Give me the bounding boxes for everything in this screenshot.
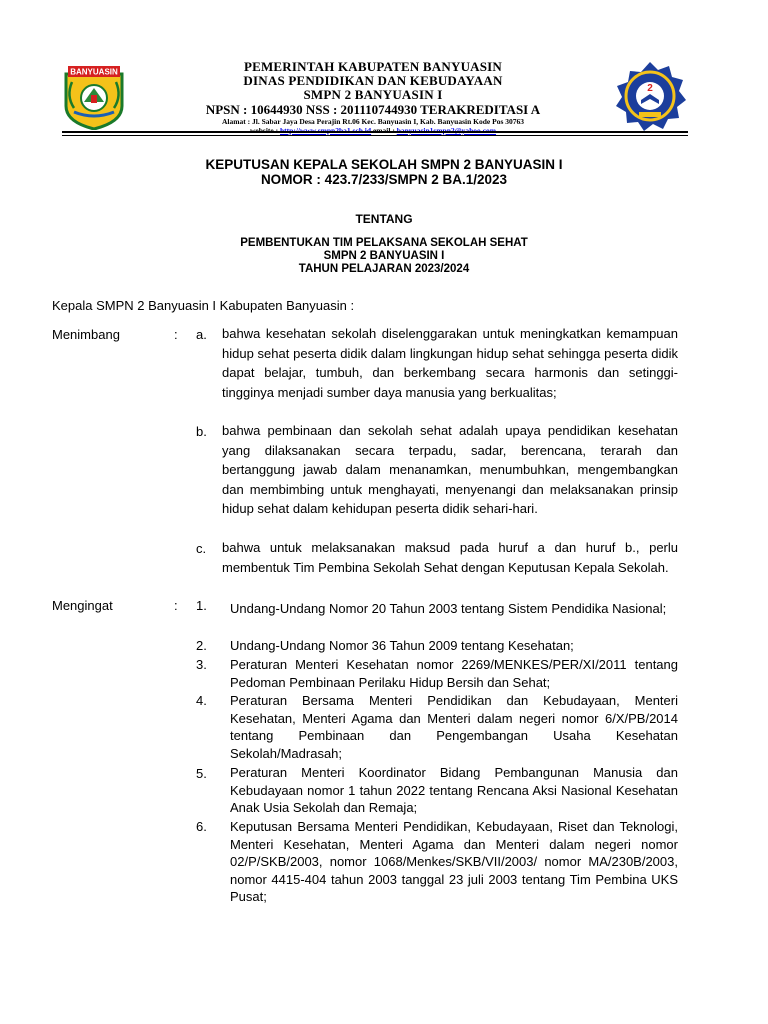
letterhead-npsn: NPSN : 10644930 NSS : 201110744930 TERAKREDITASI A (205, 102, 541, 117)
letterhead-rule-thick (62, 131, 688, 133)
letterhead-address: Alamat : Jl. Sabar Jaya Desa Perajin Rt.06 Kec. Banyuasin I, Kab. Banyuasin Kode Pos 30763 (222, 117, 524, 126)
letterhead-school: SMPN 2 BANYUASIN I (303, 87, 443, 102)
letterhead (138, 60, 608, 135)
mengingat-marker-6: 6. (196, 819, 207, 834)
menimbang-label: Menimbang (52, 327, 120, 342)
mengingat-item-5: Peraturan Menteri Koordinator Bidang Pembangunan Manusia dan Kebudayaan nomor 1 tahun 2022 tentang Rencana Aksi Nasional Kesehatan Anak Usia Sekolah dan Remaja; (230, 765, 678, 815)
decree-subject-line1: PEMBENTUKAN TIM PELAKSANA SEKOLAH SEHAT (240, 237, 528, 249)
mengingat-marker-4: 4. (196, 693, 207, 708)
letterhead-government: PEMERINTAH KABUPATEN BANYUASIN (243, 59, 503, 74)
banyuasin-regency-logo (62, 62, 126, 130)
school-emblem-logo (614, 60, 686, 132)
menimbang-item-c: bahwa untuk melaksanakan maksud pada huruf a dan huruf b., perlu membentuk Tim Pembina Sekolah Sehat dengan Keputusan Kepala Sekolah. (222, 540, 678, 575)
intro-text: Kepala SMPN 2 Banyuasin I Kabupaten Banyuasin : (52, 298, 355, 313)
mengingat-colon: : (174, 598, 178, 613)
logo-left-text: BANYUASIN (70, 67, 118, 77)
mengingat-marker-3: 3. (196, 657, 207, 672)
mengingat-item-3: Peraturan Menteri Kesehatan nomor 2269/MENKES/PER/XI/2011 tentang Pedoman Pembinaan Perilaku Hidup Bersih dan Sehat; (230, 657, 678, 690)
mengingat-item-4: Peraturan Bersama Menteri Pendidikan dan Kebudayaan, Menteri Kesehatan, Menteri Agama dan Menteri dalam negeri nomor 6/X/PB/2014 tentang Pembinaan dan Pengembangan Usaha Kesehatan Sekolah/Madrasah; (230, 693, 678, 761)
mengingat-item-2: Undang-Undang Nomor 36 Tahun 2009 tentang Kesehatan; (230, 638, 574, 653)
menimbang-marker-a: a. (196, 327, 207, 342)
letterhead-rule-thin (62, 135, 688, 136)
mengingat-item-6: Keputusan Bersama Menteri Pendidikan, Kebudayaan, Riset dan Teknologi, Menteri Kesehatan, Menteri Agama dan Menteri dalam negeri nomor 02/P/SKB/2003, nomor 1068/Menkes/SKB/VII/2003/ nomor MA/230B/2003, nomor 4415-404 tahun 2003 tanggal 23 juli 2003 tentang Tim Pembina UKS Pusat; (230, 819, 678, 904)
decree-title: KEPUTUSAN KEPALA SEKOLAH SMPN 2 BANYUASIN I (205, 157, 563, 172)
menimbang-marker-c: c. (196, 541, 207, 556)
letterhead-department: DINAS PENDIDIKAN DAN KEBUDAYAAN (243, 73, 503, 88)
decree-number: NOMOR : 423.7/233/SMPN 2 BA.1/2023 (260, 172, 508, 187)
menimbang-marker-b: b. (196, 424, 207, 439)
decree-subject-line3: TAHUN PELAJARAN 2023/2024 (298, 263, 470, 275)
decree-subject-line2: SMPN 2 BANYUASIN I (323, 250, 445, 262)
mengingat-marker-5: 5. (196, 766, 207, 781)
menimbang-item-b: bahwa pembinaan dan sekolah sehat adalah upaya pendidikan kesehatan yang dilaksanakan secara terpadu, sadar, berencana, terarah dan bertanggung jawab dalam menanamkan, menumbuhkan, mengembangkan dan membimbing untuk menghayati, menyenangi dan melaksanakan prinsip hidup sehat dalam kehidupan peserta didik sehari-hari. (222, 423, 678, 516)
decree-about: TENTANG (355, 212, 413, 226)
logo-right-number: 2 (647, 83, 653, 94)
menimbang-item-a: bahwa kesehatan sekolah diselenggarakan untuk meningkatkan kemampuan hidup sehat peserta didik dalam lingkungan hidup sehat sehingga peserta didik dapat belajar, tumbuh, dan berkembang secara harmonis dan setinggi-tingginya menjadi sumber daya manusia yang berkualitas; (222, 326, 678, 400)
mengingat-marker-1: 1. (196, 598, 207, 613)
mengingat-item-1: Undang-Undang Nomor 20 Tahun 2003 tentang Sistem Pendidika Nasional; (230, 601, 667, 616)
mengingat-marker-2: 2. (196, 638, 207, 653)
mengingat-label: Mengingat (52, 598, 113, 613)
menimbang-colon: : (174, 327, 178, 342)
